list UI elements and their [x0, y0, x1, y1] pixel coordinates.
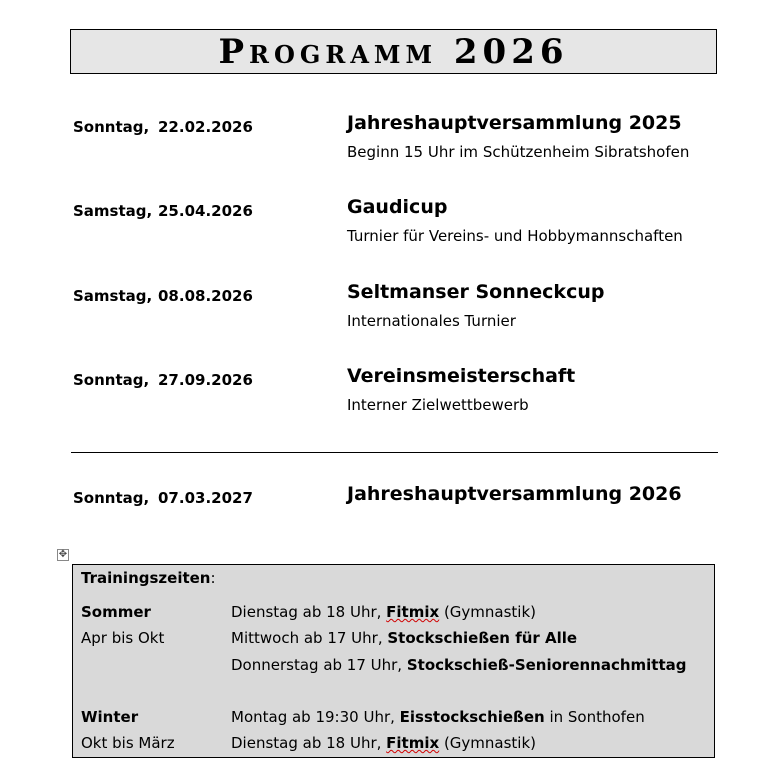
spelling-flag: Fitmix [386, 734, 440, 752]
event-item [73, 112, 713, 178]
event-description: Turnier für Vereins- und Hobbymannschaften [347, 227, 683, 245]
event-day: Samstag, [73, 287, 153, 305]
training-line: Donnerstag ab 17 Uhr, Stockschieß-Seniorennachmittag [231, 656, 687, 674]
event-date: 25.04.2026 [158, 202, 253, 220]
title-box [70, 29, 717, 74]
table-move-handle-icon[interactable]: ✥ [58, 549, 68, 560]
event-description: Beginn 15 Uhr im Schützenheim Sibratshofen [347, 143, 690, 161]
training-table [72, 564, 715, 758]
event-item [73, 365, 713, 431]
spelling-flag: Fitmix [386, 603, 440, 621]
training-line: Montag ab 19:30 Uhr, Eisstockschießen in Sonthofen [231, 708, 645, 726]
winter-season: Winter [81, 708, 139, 726]
event-date: 07.03.2027 [158, 489, 253, 507]
event-name: Gaudicup [347, 196, 448, 218]
event-date: 22.02.2026 [158, 118, 253, 136]
training-line: Dienstag ab 18 Uhr, Fitmix (Gymnastik) [231, 603, 537, 621]
training-line: Dienstag ab 18 Uhr, Fitmix (Gymnastik) [231, 734, 537, 752]
event-description: Interner Zielwettbewerb [347, 396, 529, 414]
event-name: Jahreshauptversammlung 2025 [347, 112, 682, 134]
page-title: Programm 2026 [218, 31, 569, 72]
event-day: Sonntag, [73, 489, 150, 507]
event-item [73, 483, 713, 549]
event-date: 27.09.2026 [158, 371, 253, 389]
event-name: Vereinsmeisterschaft [347, 365, 576, 387]
summer-range: Apr bis Okt [81, 629, 165, 647]
divider [71, 452, 718, 453]
event-day: Sonntag, [73, 371, 150, 389]
event-day: Samstag, [73, 202, 153, 220]
event-name: Seltmanser Sonneckcup [347, 281, 605, 303]
training-line: Mittwoch ab 17 Uhr, Stockschießen für Alle [231, 629, 578, 647]
event-description: Internationales Turnier [347, 312, 516, 330]
event-item [73, 281, 713, 347]
event-date: 08.08.2026 [158, 287, 253, 305]
event-item [73, 196, 713, 262]
event-day: Sonntag, [73, 118, 150, 136]
training-heading: Trainingszeiten: [81, 569, 216, 587]
event-name: Jahreshauptversammlung 2026 [347, 483, 682, 505]
winter-range: Okt bis März [81, 734, 175, 752]
summer-season: Sommer [81, 603, 151, 621]
